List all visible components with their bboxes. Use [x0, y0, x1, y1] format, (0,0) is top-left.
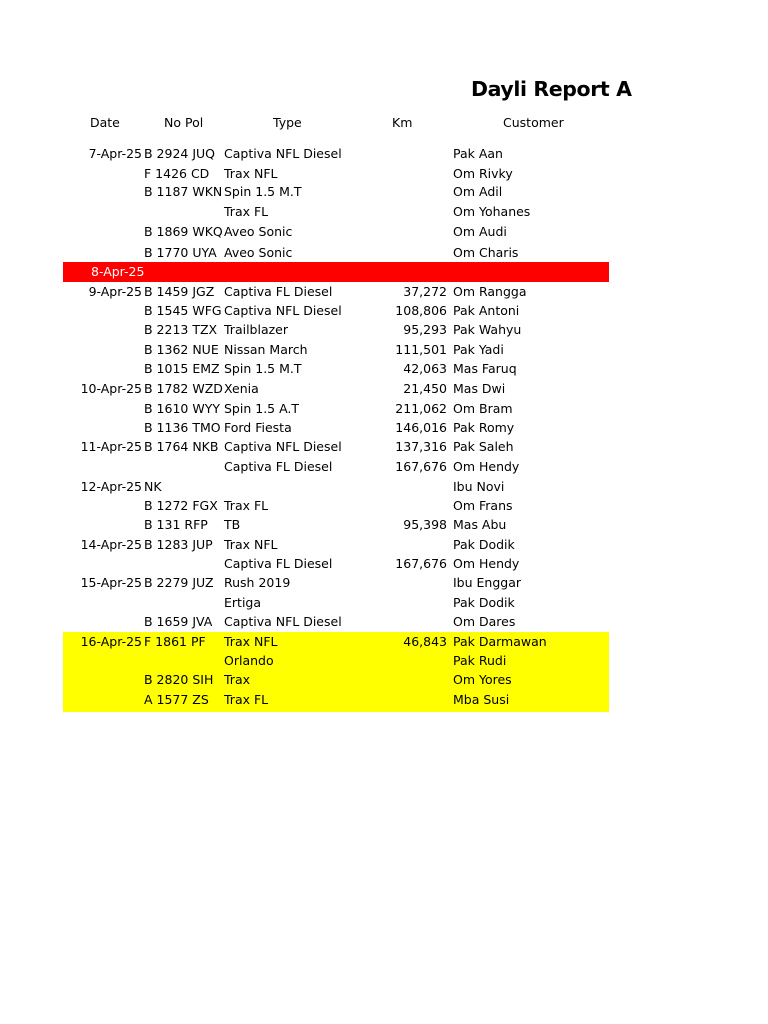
- date-cell: 16-Apr-25: [80, 634, 142, 649]
- customer-cell: Pak Darmawan: [453, 634, 547, 649]
- no-pol-cell: [144, 202, 220, 222]
- no-pol-cell: B 1764 NKB: [144, 439, 219, 454]
- type-cell: Captiva NFL Diesel: [224, 146, 342, 161]
- date-cell: [63, 243, 142, 263]
- km-cell: 167,676: [395, 556, 447, 571]
- date-cell: [63, 164, 142, 184]
- type-cell: Rush 2019: [224, 575, 291, 590]
- header-customer: Customer: [503, 115, 564, 130]
- date-cell: [63, 457, 142, 477]
- table-row: [63, 535, 609, 555]
- date-cell: 9-Apr-25: [88, 284, 142, 299]
- type-cell: Trax: [224, 672, 250, 687]
- customer-cell: Om Yohanes: [453, 204, 531, 219]
- customer-cell: Om Hendy: [453, 459, 520, 474]
- customer-cell: Om Rangga: [453, 284, 527, 299]
- table-row: [63, 457, 609, 477]
- customer-cell: Om Charis: [453, 245, 519, 260]
- customer-cell: Pak Antoni: [453, 303, 520, 318]
- date-cell: [63, 320, 142, 340]
- type-cell: Aveo Sonic: [224, 245, 293, 260]
- table-row: [63, 340, 609, 360]
- date-cell: 10-Apr-25: [80, 381, 142, 396]
- km-cell: 95,398: [403, 517, 447, 532]
- no-pol-cell: B 1782 WZD: [144, 381, 223, 396]
- type-cell: Spin 1.5 A.T: [224, 401, 300, 416]
- km-cell: 42,063: [403, 361, 447, 376]
- date-cell: 7-Apr-25: [88, 146, 142, 161]
- date-cell: [63, 399, 142, 419]
- type-cell: Trax FL: [224, 498, 269, 513]
- type-cell: [224, 262, 384, 282]
- type-cell: Trax FL: [224, 692, 269, 707]
- date-cell: [63, 418, 142, 438]
- table-row: [63, 593, 609, 613]
- no-pol-cell: B 1362 NUE: [144, 342, 219, 357]
- date-cell: [63, 515, 142, 535]
- customer-cell: Pak Aan: [453, 146, 503, 161]
- km-cell: [385, 651, 447, 671]
- no-pol-cell: F 1426 CD: [144, 166, 210, 181]
- date-cell: 15-Apr-25: [80, 575, 142, 590]
- km-cell: [385, 144, 447, 164]
- table-row: [63, 632, 609, 652]
- table-row: [63, 496, 609, 516]
- km-cell: 211,062: [395, 401, 447, 416]
- type-cell: Captiva NFL Diesel: [224, 439, 342, 454]
- type-cell: Trax NFL: [224, 166, 278, 181]
- no-pol-cell: [144, 554, 220, 574]
- km-cell: [385, 535, 447, 555]
- date-cell: 14-Apr-25: [80, 537, 142, 552]
- header-no-pol: No Pol: [164, 115, 204, 130]
- date-cell: [63, 690, 142, 710]
- table-row: [63, 202, 609, 222]
- date-cell: 8-Apr-25: [91, 264, 145, 279]
- km-cell: 137,316: [395, 439, 447, 454]
- type-cell: Nissan March: [224, 342, 308, 357]
- customer-cell: Mba Susi: [453, 692, 510, 707]
- km-cell: [385, 496, 447, 516]
- km-cell: [385, 670, 447, 690]
- table-row: [63, 144, 609, 164]
- type-cell: Ford Fiesta: [224, 420, 292, 435]
- type-cell: Spin 1.5 M.T: [224, 184, 302, 199]
- customer-cell: Pak Rudi: [453, 653, 507, 668]
- table-row: [63, 182, 609, 202]
- type-cell: TB: [224, 517, 241, 532]
- customer-cell: Om Audi: [453, 224, 507, 239]
- table-row: [63, 282, 609, 302]
- table-row: [63, 418, 609, 438]
- header-km: Km: [392, 115, 413, 130]
- date-cell: [63, 359, 142, 379]
- customer-cell: Om Bram: [453, 401, 513, 416]
- km-cell: [385, 243, 447, 263]
- no-pol-cell: B 131 RFP: [144, 517, 208, 532]
- no-pol-cell: B 1770 UYA: [144, 245, 217, 260]
- date-cell: [63, 554, 142, 574]
- type-cell: Trax NFL: [224, 537, 278, 552]
- table-row: [63, 359, 609, 379]
- km-cell: [385, 164, 447, 184]
- type-cell: Captiva FL Diesel: [224, 459, 333, 474]
- km-cell: 111,501: [395, 342, 447, 357]
- date-cell: [63, 593, 142, 613]
- no-pol-cell: B 1459 JGZ: [144, 284, 215, 299]
- table-row: [63, 379, 609, 399]
- table-row: [63, 690, 609, 712]
- table-row: [63, 670, 609, 690]
- km-cell: 146,016: [395, 420, 447, 435]
- customer-cell: [453, 262, 609, 282]
- type-cell: Aveo Sonic: [224, 224, 293, 239]
- no-pol-cell: B 1136 TMO: [144, 420, 221, 435]
- table-row: [63, 164, 609, 184]
- customer-cell: Mas Faruq: [453, 361, 517, 376]
- header-date: Date: [90, 115, 120, 130]
- table-row: [63, 573, 609, 593]
- km-cell: 37,272: [403, 284, 447, 299]
- type-cell: Ertiga: [224, 595, 262, 610]
- no-pol-cell: [144, 457, 220, 477]
- type-cell: Trax FL: [224, 204, 269, 219]
- customer-cell: Om Dares: [453, 614, 516, 629]
- table-row: [63, 554, 609, 574]
- no-pol-cell: B 1610 WYY: [144, 401, 220, 416]
- table-row: [63, 651, 609, 671]
- date-cell: [63, 651, 142, 671]
- date-cell: [63, 340, 142, 360]
- type-cell: Spin 1.5 M.T: [224, 361, 302, 376]
- km-cell: [385, 593, 447, 613]
- date-cell: [63, 182, 142, 202]
- customer-cell: Om Yores: [453, 672, 512, 687]
- table-row: [63, 477, 609, 497]
- date-cell: [63, 670, 142, 690]
- no-pol-cell: [144, 593, 220, 613]
- no-pol-cell: B 2213 TZX: [144, 322, 218, 337]
- km-cell: 21,450: [403, 381, 447, 396]
- type-cell: Captiva FL Diesel: [224, 556, 333, 571]
- no-pol-cell: B 1272 FGX: [144, 498, 218, 513]
- type-cell: [224, 477, 384, 497]
- customer-cell: Om Frans: [453, 498, 513, 513]
- type-cell: Trax NFL: [224, 634, 278, 649]
- date-cell: [63, 202, 142, 222]
- table-row: [63, 243, 609, 263]
- header-type: Type: [273, 115, 302, 130]
- table-row: [63, 515, 609, 535]
- no-pol-cell: B 1869 WKQ: [144, 224, 223, 239]
- km-cell: [385, 222, 447, 242]
- no-pol-cell: [144, 651, 220, 671]
- customer-cell: Pak Yadi: [453, 342, 504, 357]
- no-pol-cell: B 1283 JUP: [144, 537, 213, 552]
- km-cell: [385, 690, 447, 710]
- customer-cell: Pak Dodik: [453, 595, 515, 610]
- km-cell: 46,843: [403, 634, 447, 649]
- customer-cell: Om Rivky: [453, 166, 513, 181]
- no-pol-cell: [144, 262, 220, 282]
- km-cell: 108,806: [395, 303, 447, 318]
- table-row: [63, 437, 609, 457]
- customer-cell: Mas Dwi: [453, 381, 506, 396]
- type-cell: Captiva NFL Diesel: [224, 303, 342, 318]
- km-cell: [385, 573, 447, 593]
- customer-cell: Mas Abu: [453, 517, 507, 532]
- no-pol-cell: B 2924 JUQ: [144, 146, 216, 161]
- type-cell: Xenia: [224, 381, 259, 396]
- km-cell: [385, 612, 447, 632]
- customer-cell: Om Hendy: [453, 556, 520, 571]
- km-cell: 95,293: [403, 322, 447, 337]
- date-cell: 12-Apr-25: [80, 479, 142, 494]
- customer-cell: Ibu Novi: [453, 479, 505, 494]
- table-row: [63, 320, 609, 340]
- type-cell: Captiva NFL Diesel: [224, 614, 342, 629]
- table-row: [63, 222, 609, 242]
- customer-cell: Pak Wahyu: [453, 322, 522, 337]
- date-cell: [63, 301, 142, 321]
- no-pol-cell: B 1187 WKN: [144, 184, 223, 199]
- type-cell: Captiva FL Diesel: [224, 284, 333, 299]
- date-cell: [63, 222, 142, 242]
- customer-cell: Ibu Enggar: [453, 575, 522, 590]
- table-row: [63, 612, 609, 632]
- km-cell: [385, 262, 447, 282]
- km-cell: [385, 182, 447, 202]
- date-cell: 11-Apr-25: [80, 439, 142, 454]
- table-row: [63, 399, 609, 419]
- type-cell: Trailblazer: [224, 322, 289, 337]
- no-pol-cell: B 2820 SIH: [144, 672, 214, 687]
- no-pol-cell: A 1577 ZS: [144, 692, 209, 707]
- date-cell: [63, 496, 142, 516]
- no-pol-cell: B 1545 WFG: [144, 303, 222, 318]
- no-pol-cell: B 1659 JVA: [144, 614, 213, 629]
- customer-cell: Om Adil: [453, 184, 503, 199]
- customer-cell: Pak Romy: [453, 420, 515, 435]
- customer-cell: Pak Dodik: [453, 537, 515, 552]
- no-pol-cell: B 2279 JUZ: [144, 575, 214, 590]
- no-pol-cell: B 1015 EMZ: [144, 361, 220, 376]
- no-pol-cell: NK: [144, 479, 162, 494]
- table-row: [63, 262, 609, 282]
- report-title: Dayli Report A: [471, 77, 632, 101]
- type-cell: Orlando: [224, 653, 274, 668]
- km-cell: [385, 202, 447, 222]
- table-row: [63, 301, 609, 321]
- no-pol-cell: F 1861 PF: [144, 634, 206, 649]
- km-cell: 167,676: [395, 459, 447, 474]
- km-cell: [385, 477, 447, 497]
- customer-cell: Pak Saleh: [453, 439, 514, 454]
- date-cell: [63, 612, 142, 632]
